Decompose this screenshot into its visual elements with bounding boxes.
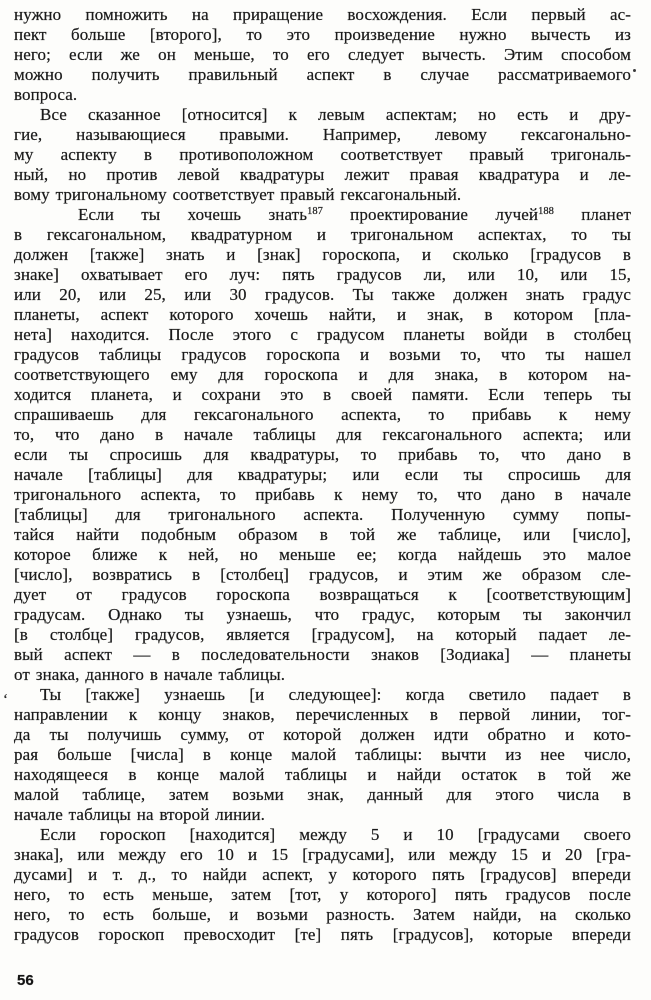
text-line: дусами] и т. д., то найди аспект, у которого пять [градусов] впереди [14, 865, 631, 884]
text-segment: проектирование лучей [322, 205, 539, 224]
text-line: знаке] охватывает его луч: пять градусов ли, или 10, или 15, [14, 265, 631, 284]
text-segment: планет [553, 205, 631, 224]
text-line: то, что дано в начале таблицы для гексагонального аспекта; или [14, 425, 631, 444]
page-number: 56 [17, 972, 34, 989]
text-line: можно получить правильный аспект в случае рассматриваемого [14, 65, 631, 84]
text-line: градусов таблицы градусов гороскопа и возьми то, что ты нашел [14, 345, 631, 364]
text-line: него, то есть меньше, затем [тот, у которого] пять градусов после [14, 885, 631, 904]
text-line: Ты [также] узнаешь [и следующее]: когда светило падает в [40, 685, 631, 704]
paragraph [14, 105, 631, 205]
text-block [14, 5, 631, 945]
text-line: дует от градусов гороскопа возвращаться к [соответствующим] [14, 585, 631, 604]
text-line: тайся найти подобным образом в той же таблице, или [число], [14, 525, 631, 544]
text-line: в гексагональном, квадратурном и тригональном аспектах, то ты [14, 225, 631, 244]
footnote-ref: 188 [538, 206, 554, 217]
text-line: от знака, данного в начале таблицы. [14, 665, 286, 684]
margin-mark: ‘ [3, 692, 8, 708]
text-line: знака], или между его 10 и 15 [градусами], или между 15 и 20 [гра- [14, 845, 631, 864]
text-line: пект больше [второго], то это произведение нужно вычесть из [14, 25, 631, 44]
text-line: градусам. Однако ты узнаешь, что градус, которым ты закончил [14, 605, 631, 624]
text-line: нужно помножить на приращение восхождения. Если первый ас- [14, 5, 631, 24]
text-line: планеты, аспект которого хочешь найти, и знак, в котором [пла- [14, 305, 631, 324]
text-line: малой таблице, затем возьми знак, данный для этого числа в [14, 785, 631, 804]
text-line: начале [таблицы] для квадратуры; или если ты спросишь для [14, 465, 631, 484]
text-line: если ты спросишь для квадратуры, то прибавь то, что дано в [14, 445, 631, 464]
text-line: градусов гороскоп превосходит [те] пять [градусов], которые впереди [14, 925, 631, 944]
text-segment: Если ты хочешь знать [78, 205, 308, 224]
paragraph [14, 205, 631, 685]
paragraph [14, 685, 631, 825]
text-line: [таблицы] для тригонального аспекта. Полученную сумму попы- [14, 505, 631, 524]
text-line [14, 205, 631, 225]
text-line: да ты получишь сумму, от которой должен идти обратно и кото- [14, 725, 631, 744]
text-line: которое ближе к ней, но меньше ее; когда найдешь это малое [14, 545, 631, 564]
scan-speck [633, 69, 636, 72]
text-line: начале таблицы на второй линии. [14, 805, 266, 824]
text-line: нета] находится. После этого с градусом планеты войди в столбец [14, 325, 631, 344]
text-line: Все сказанное [относится] к левым аспектам; но есть и дру- [40, 105, 631, 124]
text-line: направлении к концу знаков, перечисленных в первой линии, тог- [14, 705, 631, 724]
text-line: соответствующего ему для гороскопа и для знака, в котором на- [14, 365, 631, 384]
text-line: тригонального аспекта, то прибавь к нему то, что дано в начале [14, 485, 631, 504]
text-line: гие, называющиеся правыми. Например, левому гексагонально- [14, 125, 631, 144]
text-line: должен [также] знать и [знак] гороскопа, и сколько [градусов в [14, 245, 631, 264]
text-line: [в столбце] градусов, является [градусом], на который падает ле- [14, 625, 631, 644]
text-line: му аспекту в противоположном соответствует правый тригональ- [14, 145, 631, 164]
paragraph [14, 5, 631, 105]
text-line: или 20, или 25, или 30 градусов. Ты также должен знать градус [14, 285, 631, 304]
text-line: ный, но против левой квадратуры лежит правая квадратура и ле- [14, 165, 631, 184]
text-line: рая больше [числа] в конце малой таблицы: вычти из нее число, [14, 745, 631, 764]
text-line: ходится планета, и сохрани это в своей памяти. Если теперь ты [14, 385, 631, 404]
text-line: [число], возвратись в [столбец] градусов, и этим же образом сле- [14, 565, 631, 584]
text-line: него; если же он меньше, то его следует вычесть. Этим способом [14, 45, 631, 64]
text-line: находящееся в конце малой таблицы и найди остаток в той же [14, 765, 631, 784]
text-line: вому тригональному соответствует правый гексагональный. [14, 185, 462, 204]
text-line: спрашиваешь для гексагонального аспекта, то прибавь к нему [14, 405, 631, 424]
paragraph [14, 825, 631, 945]
text-line: Если гороскоп [находится] между 5 и 10 [градусами своего [40, 825, 631, 844]
text-line: него, то есть больше, и возьми разность. Затем найди, на сколько [14, 905, 631, 924]
text-line: вопроса. [14, 85, 78, 104]
footnote-ref: 187 [307, 206, 323, 217]
text-line: вый аспект — в последовательности знаков [Зодиака] — планеты [14, 645, 631, 664]
